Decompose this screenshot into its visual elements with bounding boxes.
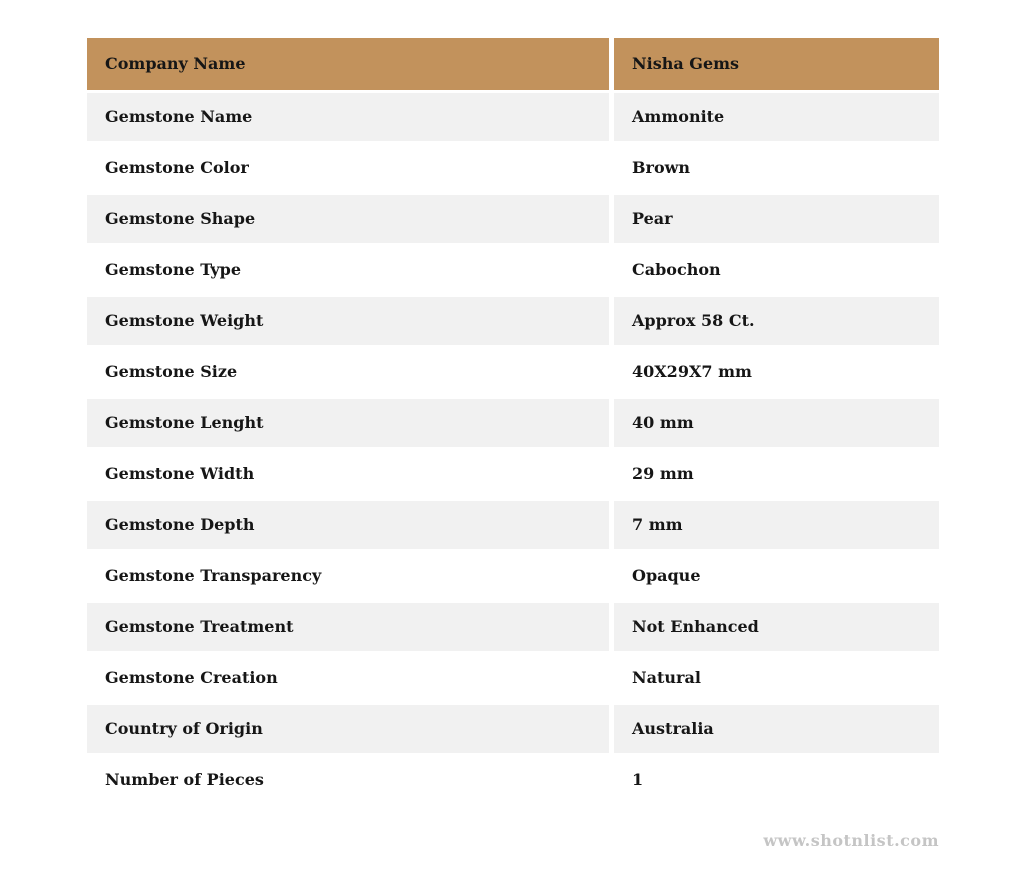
table-row bbox=[87, 654, 939, 702]
spec-label: Gemstone Treatment bbox=[87, 603, 609, 651]
spec-value: Pear bbox=[614, 195, 939, 243]
spec-label: Gemstone Depth bbox=[87, 501, 609, 549]
spec-label: Gemstone Width bbox=[87, 450, 609, 498]
table-row bbox=[87, 501, 939, 549]
gemstone-spec-table bbox=[87, 38, 939, 807]
spec-value: Opaque bbox=[614, 552, 939, 600]
table-row bbox=[87, 93, 939, 141]
table-row bbox=[87, 450, 939, 498]
header-label-cell: Company Name bbox=[87, 38, 609, 90]
table-row bbox=[87, 603, 939, 651]
spec-value: 7 mm bbox=[614, 501, 939, 549]
spec-label: Gemstone Type bbox=[87, 246, 609, 294]
table-row bbox=[87, 399, 939, 447]
table-row bbox=[87, 144, 939, 192]
spec-label: Gemstone Size bbox=[87, 348, 609, 396]
spec-label: Country of Origin bbox=[87, 705, 609, 753]
spec-label: Gemstone Weight bbox=[87, 297, 609, 345]
table-row bbox=[87, 195, 939, 243]
spec-value: 1 bbox=[614, 756, 939, 804]
spec-label: Number of Pieces bbox=[87, 756, 609, 804]
spec-value: Natural bbox=[614, 654, 939, 702]
table-row bbox=[87, 552, 939, 600]
spec-value: 40 mm bbox=[614, 399, 939, 447]
table-row bbox=[87, 348, 939, 396]
spec-value: 40X29X7 mm bbox=[614, 348, 939, 396]
spec-value: Approx 58 Ct. bbox=[614, 297, 939, 345]
spec-label: Gemstone Name bbox=[87, 93, 609, 141]
spec-label: Gemstone Transparency bbox=[87, 552, 609, 600]
spec-value: Not Enhanced bbox=[614, 603, 939, 651]
spec-label: Gemstone Color bbox=[87, 144, 609, 192]
spec-value: Brown bbox=[614, 144, 939, 192]
spec-label: Gemstone Creation bbox=[87, 654, 609, 702]
table-row bbox=[87, 756, 939, 804]
watermark-text: www.shotnlist.com bbox=[763, 831, 939, 850]
table-row bbox=[87, 297, 939, 345]
spec-value: Australia bbox=[614, 705, 939, 753]
spec-label: Gemstone Lenght bbox=[87, 399, 609, 447]
spec-label: Gemstone Shape bbox=[87, 195, 609, 243]
table-row bbox=[87, 246, 939, 294]
spec-value: 29 mm bbox=[614, 450, 939, 498]
spec-value: Cabochon bbox=[614, 246, 939, 294]
table-row bbox=[87, 705, 939, 753]
header-value-cell: Nisha Gems bbox=[614, 38, 939, 90]
spec-value: Ammonite bbox=[614, 93, 939, 141]
table-header-row bbox=[87, 38, 939, 90]
